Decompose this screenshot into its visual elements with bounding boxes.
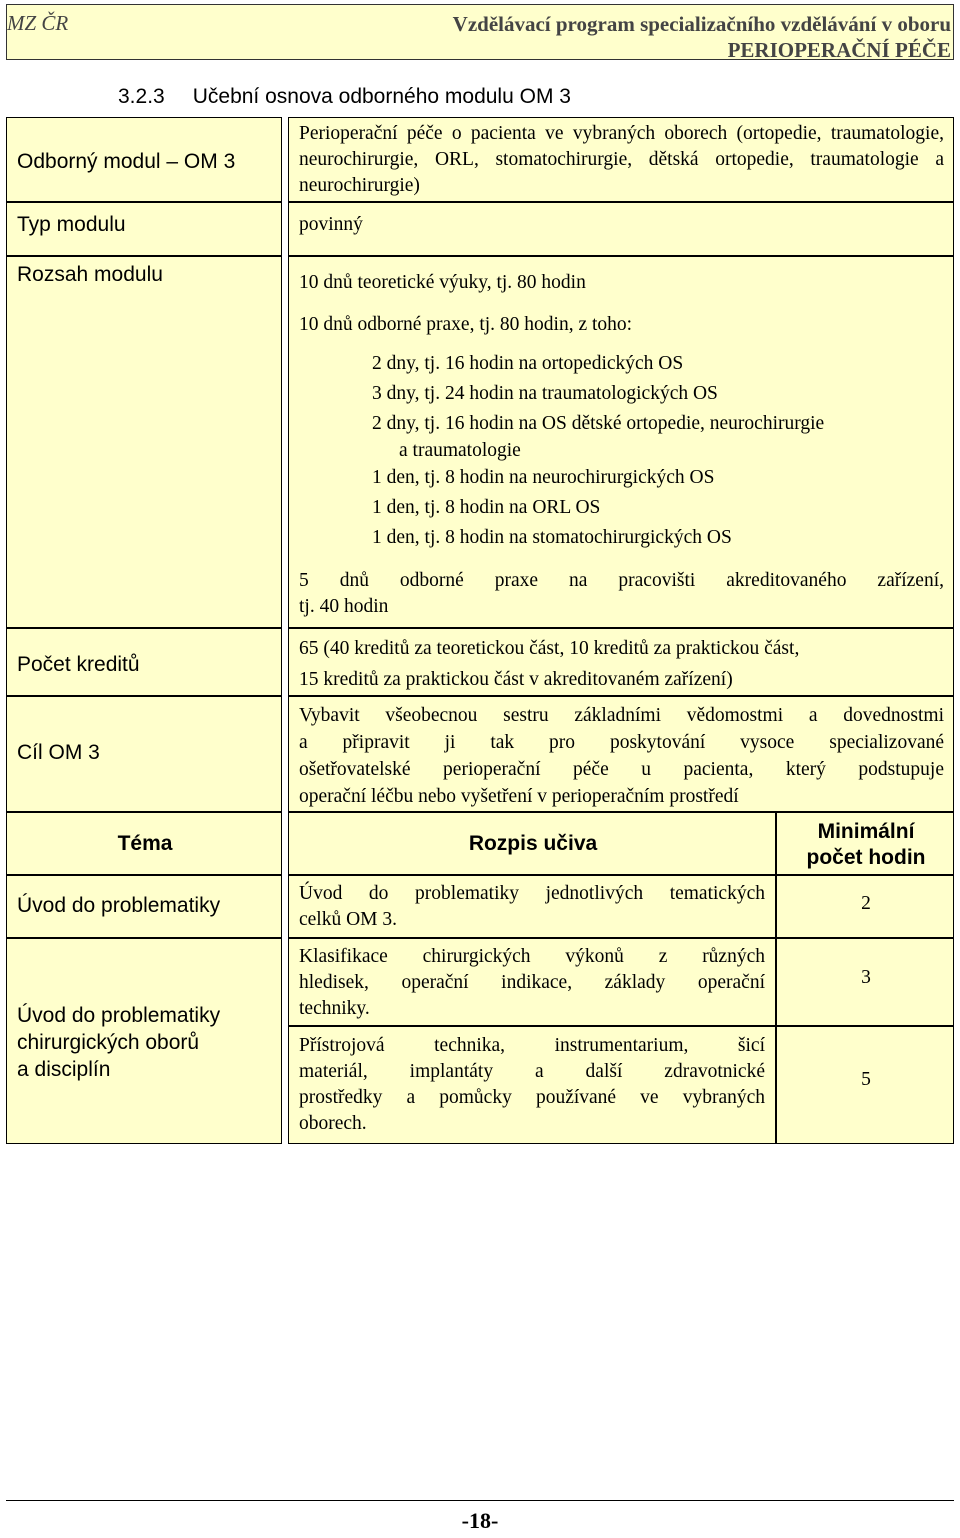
content-line: celků OM 3. <box>299 909 398 930</box>
credits-label: Počet kreditů <box>17 653 140 676</box>
goal-label-cell <box>6 696 282 812</box>
topic-header: Téma <box>117 832 173 855</box>
credits-value-cell <box>288 628 954 696</box>
content-line: techniky. <box>299 998 370 1019</box>
table-row-hours <box>776 938 954 1026</box>
content-line: oborech. <box>299 1113 367 1134</box>
module-label: Odborný modul – OM 3 <box>17 150 236 173</box>
hours-value: 3 <box>861 967 871 988</box>
hours-value: 2 <box>861 893 871 914</box>
scope-practice-line2: tj. 40 hodin <box>299 596 389 617</box>
goal-line: a připravit ji tak pro poskytování vysoce specializované <box>299 732 944 753</box>
type-value-cell <box>288 202 954 256</box>
section-title-text: Učební osnova odborného modulu OM 3 <box>192 85 571 108</box>
goal-text <box>299 702 944 810</box>
table-row-hours <box>776 1026 954 1144</box>
hours-header-line1: Minimální <box>817 820 915 843</box>
page-header <box>6 4 954 60</box>
section-title <box>118 85 571 109</box>
scope-line1: 10 dnů teoretické výuky, tj. 80 hodin <box>299 272 586 293</box>
scope-practice-line1: 5 dnů odborné praxe na pracovišti akreditovaného zařízení, <box>299 570 944 591</box>
scope-item: 1 den, tj. 8 hodin na stomatochirurgických OS <box>372 527 732 548</box>
header-right <box>453 11 951 63</box>
goal-line: operační léčbu nebo vyšetření v perioperačním prostředí <box>299 786 739 807</box>
topic-text <box>17 1002 220 1083</box>
content-line: Klasifikace chirurgických výkonů z různých <box>299 946 765 967</box>
scope-value-cell <box>288 256 954 628</box>
content-line: materiál, implantáty a další zdravotnické <box>299 1061 765 1082</box>
hours-header-line2: počet hodin <box>806 846 926 869</box>
content-line: Přístrojová technika, instrumentarium, šicí <box>299 1035 765 1056</box>
module-value: Perioperační péče o pacienta ve vybraných oborech (ortopedie, traumatologie, neurochirurgie, ORL, stomatochirurgie, dětská ortopedie, traumatologie a neurochirurgie) <box>299 123 944 196</box>
scope-item: 1 den, tj. 8 hodin na ORL OS <box>372 497 601 518</box>
type-value: povinný <box>299 214 363 235</box>
scope-item: 2 dny, tj. 16 hodin na OS dětské ortopedie, neurochirurgie <box>372 413 825 434</box>
topic-line: chirurgických oborů <box>17 1031 200 1054</box>
table-row-hours <box>776 875 954 938</box>
table-row-content <box>288 938 776 1026</box>
scope-line2: 10 dnů odborné praxe, tj. 80 hodin, z toho: <box>299 314 633 335</box>
table-row-topic <box>6 875 282 938</box>
content-line: hledisek, operační indikace, základy operační <box>299 972 765 993</box>
content-line: prostředky a pomůcky používané ve vybraných <box>299 1087 765 1108</box>
header-right-line2: PERIOPERAČNÍ PÉČE <box>727 38 951 62</box>
table-row-content <box>288 875 776 938</box>
credits-label-cell <box>6 628 282 696</box>
topic-header-cell <box>6 812 282 875</box>
goal-line: Vybavit všeobecnou sestru základními vědomostmi a dovednostmi <box>299 705 944 726</box>
section-number: 3.2.3 <box>118 85 165 108</box>
content-text <box>299 1033 765 1137</box>
module-label-cell <box>6 117 282 202</box>
scope-label-cell <box>6 256 282 628</box>
scope-item: a traumatologie <box>399 440 521 461</box>
header-left: MZ ČR <box>7 11 69 35</box>
topic-line: a disciplín <box>17 1058 111 1081</box>
credits-line2: 15 kreditů za praktickou část v akreditovaném zařízení) <box>299 669 733 690</box>
scope-items <box>372 349 824 553</box>
topic-line: Úvod do problematiky <box>17 1004 221 1027</box>
scope-item: 2 dny, tj. 16 hodin na ortopedických OS <box>372 353 684 374</box>
goal-label: Cíl OM 3 <box>17 741 100 764</box>
header-right-line1: Vzdělávací program specializačního vzdělávání v oboru <box>452 12 951 36</box>
type-label: Typ modulu <box>17 213 126 236</box>
goal-value-cell <box>288 696 954 812</box>
content-line: Úvod do problematiky jednotlivých tematických <box>299 883 765 904</box>
hours-header <box>777 819 955 871</box>
goal-line: ošetřovatelské perioperační péče u pacienta, který podstupuje <box>299 759 944 780</box>
hours-header-cell <box>776 812 954 875</box>
credits-line1: 65 (40 kreditů za teoretickou část, 10 kreditů za praktickou část, <box>299 638 800 659</box>
table-row-content <box>288 1026 776 1144</box>
scope-item: 3 dny, tj. 24 hodin na traumatologických OS <box>372 383 718 404</box>
hours-value: 5 <box>861 1069 871 1090</box>
content-text <box>299 881 765 933</box>
module-value-cell <box>288 117 954 202</box>
content-header-cell <box>288 812 776 875</box>
topic-text: Úvod do problematiky <box>17 894 221 917</box>
scope-label: Rozsah modulu <box>17 263 163 286</box>
content-text <box>299 944 765 1022</box>
scope-item: 1 den, tj. 8 hodin na neurochirurgických OS <box>372 467 715 488</box>
type-label-cell <box>6 202 282 256</box>
table-row-topic <box>6 938 282 1144</box>
content-header: Rozpis učiva <box>468 832 598 855</box>
page-number: -18- <box>461 1508 499 1533</box>
